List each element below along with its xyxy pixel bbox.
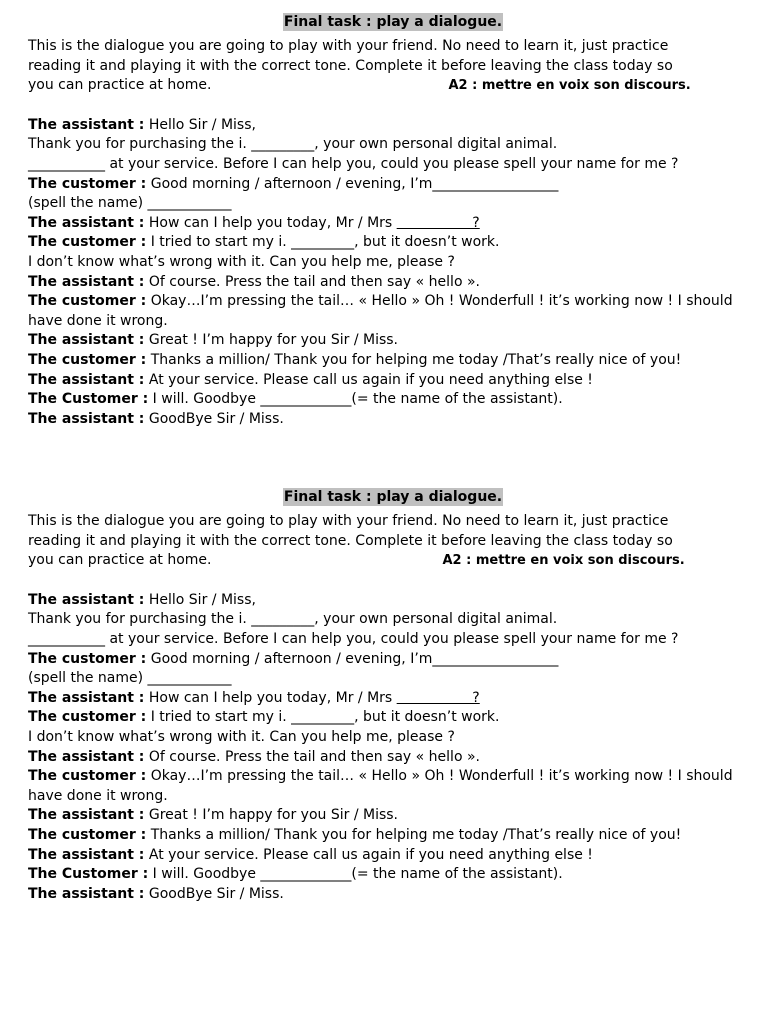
- speaker-label: The customer :: [28, 293, 147, 310]
- line-text: (spell the name) ____________: [28, 195, 232, 212]
- section-title: Final task : play a dialogue.: [283, 14, 503, 30]
- line-text: I don’t know what’s wrong with it. Can you help me, please ?: [28, 728, 455, 745]
- intro-line: [28, 551, 758, 571]
- intro-line: reading it and playing it with the correct tone. Complete it before leaving the class today so: [28, 57, 673, 74]
- dialogue-line: [28, 194, 758, 214]
- dialogue-block: [28, 116, 758, 430]
- dialogue-line: [28, 175, 758, 195]
- dialogue-line: [28, 767, 758, 806]
- line-text: Great ! I’m happy for you Sir / Miss.: [144, 332, 399, 349]
- line-text: ___________ at your service. Before I can help you, could you please spell your name for me ?: [28, 630, 679, 647]
- intro-line: reading it and playing it with the correct tone. Complete it before leaving the class today so: [28, 532, 673, 549]
- line-text: Of course. Press the tail and then say « hello ».: [144, 273, 480, 290]
- speaker-label: The assistant :: [28, 807, 145, 824]
- intro-line: [28, 76, 758, 96]
- dialogue-block: [28, 591, 758, 905]
- speaker-label: The Customer :: [28, 391, 149, 408]
- line-text: I will. Goodbye _____________(= the name of the assistant).: [148, 391, 563, 408]
- dialogue-line: [28, 689, 758, 709]
- line-text: Thanks a million/ Thank you for helping me today /That’s really nice of you!: [146, 351, 682, 368]
- line-text: I don’t know what’s wrong with it. Can you help me, please ?: [28, 253, 455, 270]
- section-title: Final task : play a dialogue.: [283, 489, 503, 505]
- dialogue-line: [28, 410, 758, 430]
- line-text: Of course. Press the tail and then say « hello ».: [144, 748, 480, 765]
- dialogue-line: [28, 214, 758, 234]
- line-text: GoodBye Sir / Miss.: [144, 410, 284, 427]
- speaker-label: The Customer :: [28, 866, 149, 883]
- speaker-label: The assistant :: [28, 846, 145, 863]
- dialogue-line: [28, 669, 758, 689]
- line-text: Hello Sir / Miss,: [144, 116, 256, 133]
- dialogue-line: [28, 135, 758, 155]
- intro-paragraph: [28, 37, 758, 96]
- intro-line-text: you can practice at home.: [28, 552, 212, 569]
- speaker-label: The customer :: [28, 650, 147, 667]
- name-blank: ?: [396, 689, 480, 706]
- dialogue-line: [28, 708, 758, 728]
- dialogue-line: [28, 331, 758, 351]
- dialogue-line: [28, 630, 758, 650]
- line-text: Good morning / afternoon / evening, I’m__________________: [146, 650, 559, 667]
- dialogue-line: [28, 650, 758, 670]
- title-row: [28, 486, 758, 508]
- speaker-label: The assistant :: [28, 332, 145, 349]
- speaker-label: The assistant :: [28, 116, 145, 133]
- speaker-label: The customer :: [28, 175, 147, 192]
- line-text: Hello Sir / Miss,: [144, 591, 256, 608]
- speaker-label: The customer :: [28, 351, 147, 368]
- speaker-label: The assistant :: [28, 748, 145, 765]
- title-row: [28, 11, 758, 33]
- dialogue-line: [28, 116, 758, 136]
- speaker-label: The customer :: [28, 768, 147, 785]
- dialogue-line: [28, 728, 758, 748]
- dialogue-line: [28, 846, 758, 866]
- speaker-label: The assistant :: [28, 689, 145, 706]
- dialogue-line: [28, 371, 758, 391]
- line-text: Thank you for purchasing the i. _________, your own personal digital animal.: [28, 136, 558, 153]
- intro-paragraph: [28, 512, 758, 571]
- dialogue-line: [28, 885, 758, 905]
- intro-line-text: you can practice at home.: [28, 77, 212, 94]
- line-text: At your service. Please call us again if you need anything else !: [144, 846, 593, 863]
- speaker-label: The customer :: [28, 234, 147, 251]
- dialogue-line: [28, 351, 758, 371]
- line-text: Good morning / afternoon / evening, I’m__________________: [146, 175, 559, 192]
- dialogue-line: [28, 273, 758, 293]
- dialogue-line: [28, 253, 758, 273]
- dialogue-line: [28, 826, 758, 846]
- line-text: Thanks a million/ Thank you for helping me today /That’s really nice of you!: [146, 826, 682, 843]
- line-text: At your service. Please call us again if you need anything else !: [144, 371, 593, 388]
- speaker-label: The assistant :: [28, 273, 145, 290]
- line-text: I tried to start my i. _________, but it doesn’t work.: [146, 709, 500, 726]
- objective: A2 : mettre en voix son discours.: [442, 553, 685, 569]
- line-text: Okay…I’m pressing the tail… « Hello » Oh ! Wonderfull ! it’s working now ! I should have done it wrong.: [28, 293, 733, 329]
- intro-line: This is the dialogue you are going to play with your friend. No need to learn it, just practice: [28, 513, 669, 529]
- dialogue-line: [28, 292, 758, 331]
- name-blank: ?: [396, 214, 480, 231]
- line-text: (spell the name) ____________: [28, 670, 232, 687]
- dialogue-line: [28, 806, 758, 826]
- line-text: I will. Goodbye _____________(= the name of the assistant).: [148, 866, 563, 883]
- dialogue-section-1: [28, 11, 758, 429]
- dialogue-line: [28, 865, 758, 885]
- dialogue-line: [28, 390, 758, 410]
- line-text: ___________ at your service. Before I can help you, could you please spell your name for me ?: [28, 155, 679, 172]
- line-text: I tried to start my i. _________, but it doesn’t work.: [146, 234, 500, 251]
- speaker-label: The customer :: [28, 826, 147, 843]
- speaker-label: The assistant :: [28, 214, 145, 231]
- speaker-label: The assistant :: [28, 371, 145, 388]
- dialogue-section-2: [28, 486, 758, 904]
- dialogue-line: [28, 748, 758, 768]
- line-text: Thank you for purchasing the i. _________, your own personal digital animal.: [28, 611, 558, 628]
- objective: A2 : mettre en voix son discours.: [448, 78, 691, 94]
- dialogue-line: [28, 233, 758, 253]
- line-text: Okay…I’m pressing the tail… « Hello » Oh ! Wonderfull ! it’s working now ! I should have done it wrong.: [28, 768, 733, 804]
- intro-line: This is the dialogue you are going to play with your friend. No need to learn it, just practice: [28, 38, 669, 54]
- speaker-label: The assistant :: [28, 591, 145, 608]
- dialogue-line: [28, 591, 758, 611]
- line-text: How can I help you today, Mr / Mrs: [144, 214, 397, 231]
- dialogue-line: [28, 155, 758, 175]
- line-text: How can I help you today, Mr / Mrs: [144, 689, 397, 706]
- speaker-label: The customer :: [28, 709, 147, 726]
- speaker-label: The assistant :: [28, 410, 145, 427]
- dialogue-line: [28, 610, 758, 630]
- speaker-label: The assistant :: [28, 885, 145, 902]
- line-text: GoodBye Sir / Miss.: [144, 885, 284, 902]
- line-text: Great ! I’m happy for you Sir / Miss.: [144, 807, 399, 824]
